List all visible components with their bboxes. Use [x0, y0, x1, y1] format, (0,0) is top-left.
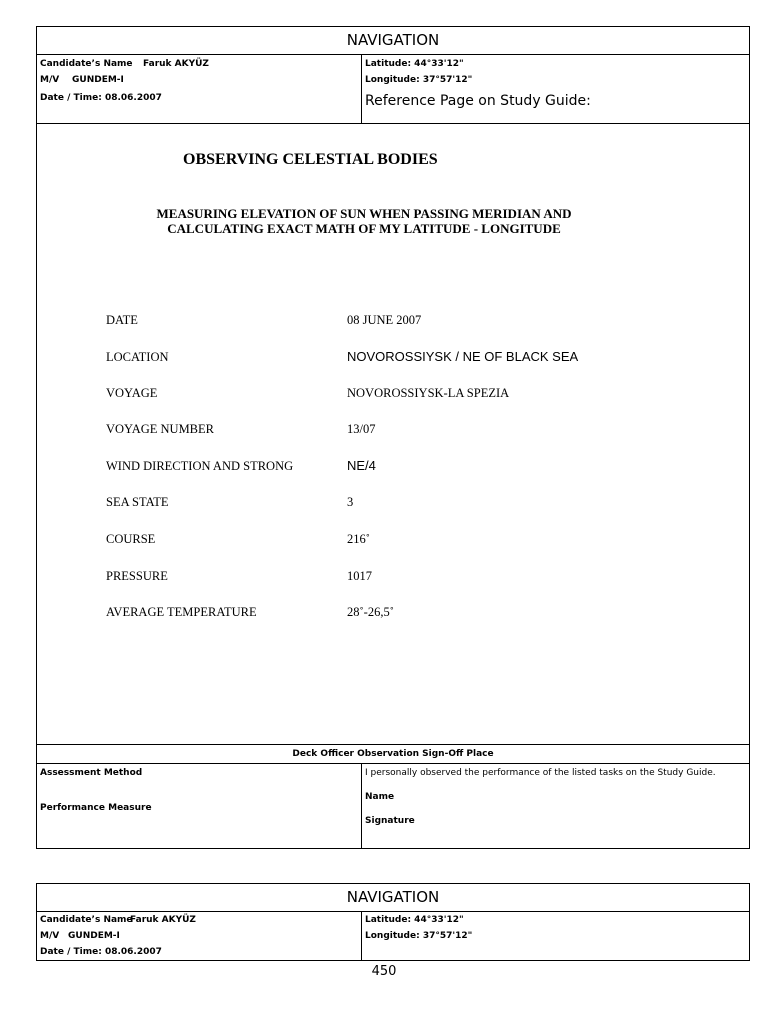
assessment-method-label: Assessment Method	[40, 768, 143, 778]
field-value: 13/07	[347, 422, 376, 436]
field-value: NOVOROSSIYSK-LA SPEZIA	[347, 386, 510, 400]
candidate-label: Candidate’s Name	[40, 59, 133, 69]
field-value: 216˚	[347, 532, 370, 546]
field-label: COURSE	[106, 532, 156, 546]
field-value: NE/4	[347, 458, 376, 473]
signoff-statement: I personally observed the performance of the listed tasks on the Study Guide.	[365, 768, 716, 778]
footer-vessel-label: M/V	[40, 931, 60, 941]
header-column-divider	[361, 54, 362, 124]
document-subtitle-line1: MEASURING ELEVATION OF SUN WHEN PASSING MERIDIAN AND	[156, 206, 572, 221]
page-number: 450	[371, 964, 397, 979]
field-label: VOYAGE NUMBER	[106, 422, 214, 436]
date-time: Date / Time: 08.06.2007	[40, 93, 162, 103]
footer-vessel-name: GUNDEM-I	[68, 931, 120, 941]
candidate-name: Faruk AKYÜZ	[143, 59, 209, 69]
signoff-title: Deck Officer Observation Sign-Off Place	[292, 749, 494, 759]
performance-measure-label: Performance Measure	[40, 803, 152, 813]
signoff-column-divider	[361, 763, 362, 849]
document-title: OBSERVING CELESTIAL BODIES	[183, 151, 438, 168]
signoff-signature-label: Signature	[365, 816, 415, 826]
field-value: 28˚-26,5˚	[347, 605, 394, 619]
footer-date-time: Date / Time: 08.06.2007	[40, 947, 162, 957]
signoff-divider	[36, 763, 750, 764]
field-label: VOYAGE	[106, 386, 158, 400]
field-value: 08 JUNE 2007	[347, 313, 422, 327]
footer-longitude: Longitude: 37°57'12"	[365, 931, 473, 941]
footer-header-title: NAVIGATION	[346, 888, 440, 906]
longitude: Longitude: 37°57'12"	[365, 75, 473, 85]
field-value: NOVOROSSIYSK / NE OF BLACK SEA	[347, 349, 579, 364]
reference-page: Reference Page on Study Guide:	[365, 93, 591, 109]
header-title: NAVIGATION	[346, 31, 440, 49]
vessel-label: M/V	[40, 75, 60, 85]
latitude: Latitude: 44°33'12"	[365, 59, 464, 69]
footer-latitude: Latitude: 44°33'12"	[365, 915, 464, 925]
field-label: LOCATION	[106, 350, 169, 364]
field-label: AVERAGE TEMPERATURE	[106, 605, 257, 619]
footer-candidate-label: Candidate’s Name	[40, 915, 133, 925]
signoff-name-label: Name	[365, 792, 395, 802]
vessel-name: GUNDEM-I	[72, 75, 124, 85]
footer-header-column-divider	[361, 911, 362, 961]
field-label: SEA STATE	[106, 495, 169, 509]
field-label: DATE	[106, 313, 138, 327]
field-label: PRESSURE	[106, 569, 168, 583]
document-subtitle-line2: CALCULATING EXACT MATH OF MY LATITUDE - LONGITUDE	[167, 221, 561, 236]
field-value: 3	[347, 495, 354, 509]
footer-header-divider	[36, 911, 750, 912]
footer-candidate-name: Faruk AKYÜZ	[130, 915, 196, 925]
header-divider	[36, 54, 750, 55]
field-label: WIND DIRECTION AND STRONG	[106, 459, 294, 473]
field-value: 1017	[347, 569, 372, 583]
